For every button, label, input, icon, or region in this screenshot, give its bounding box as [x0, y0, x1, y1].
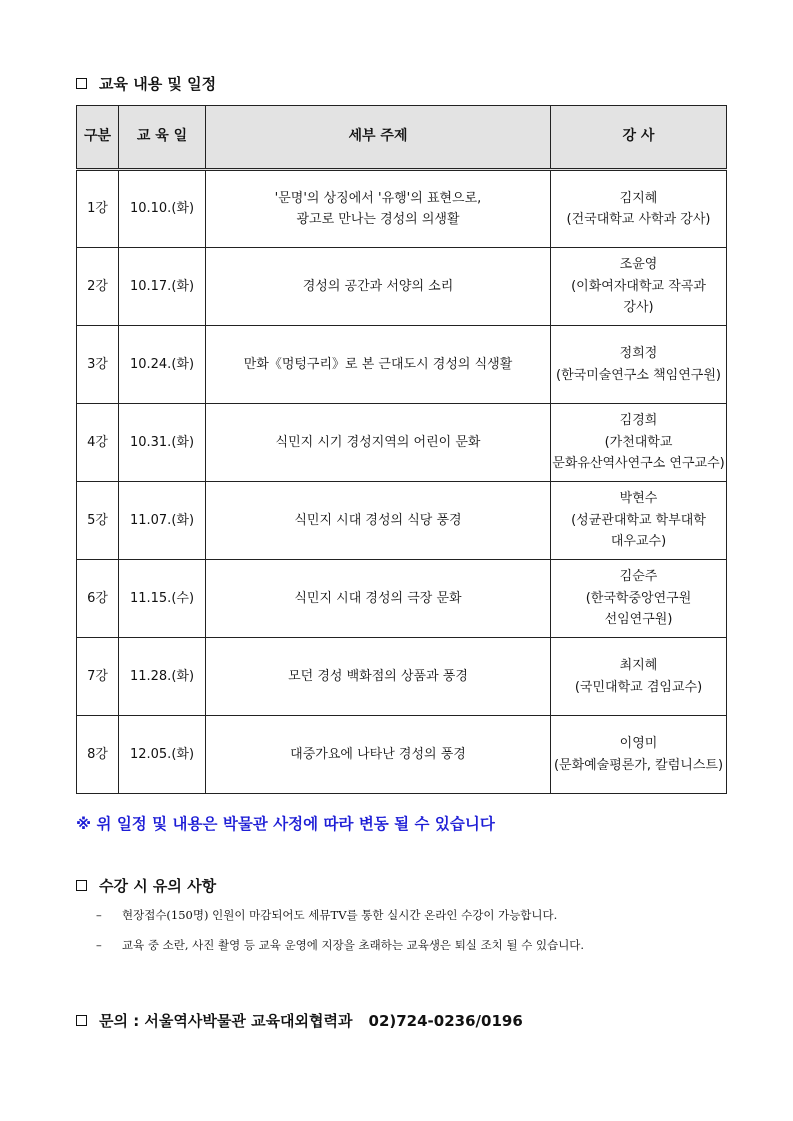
cell-date: 11.28.(화) — [119, 638, 206, 716]
cell-no: 7강 — [77, 638, 119, 716]
lecturer-line: 조윤영 — [619, 257, 658, 273]
lecturer-line: 김지혜 — [619, 190, 658, 206]
cell-no: 3강 — [77, 326, 119, 404]
cell-lecturer — [551, 326, 727, 404]
header-topic: 세부 주제 — [206, 106, 551, 170]
cell-no: 4강 — [77, 404, 119, 482]
cell-lecturer — [551, 560, 727, 638]
table-row — [77, 482, 727, 560]
notice-text: ※ 위 일정 및 내용은 박물관 사정에 따라 변동 될 수 있습니다 — [76, 815, 495, 833]
cell-no: 6강 — [77, 560, 119, 638]
cell-topic — [206, 638, 551, 716]
cautions-list — [96, 905, 584, 965]
checkbox-square-icon — [76, 880, 87, 891]
contact-phone: 02)724-0236/0196 — [368, 1011, 523, 1030]
lecturer-line: (문화예술평론가, 칼럼니스트) — [553, 757, 724, 773]
cell-no: 1강 — [77, 170, 119, 248]
cell-date: 11.15.(수) — [119, 560, 206, 638]
topic-line: 식민지 시기 경성지역의 어린이 문화 — [275, 434, 481, 450]
cell-lecturer — [551, 404, 727, 482]
lecturer-line: (한국학중앙연구원 — [585, 590, 692, 606]
table-row — [77, 560, 727, 638]
lecturer-line: 대우교수) — [610, 534, 667, 550]
topic-line: 모던 경성 백화점의 상품과 풍경 — [288, 668, 468, 684]
lecturer-line: 박현수 — [619, 491, 658, 507]
topic-line: 식민지 시대 경성의 식당 풍경 — [294, 512, 462, 528]
cell-no: 5강 — [77, 482, 119, 560]
cell-lecturer — [551, 248, 727, 326]
cell-topic — [206, 326, 551, 404]
cell-topic — [206, 248, 551, 326]
list-item — [96, 905, 584, 935]
topic-line: '문명'의 상징에서 '유행'의 표현으로, — [274, 190, 482, 206]
contact-heading — [76, 1010, 523, 1031]
cell-lecturer — [551, 638, 727, 716]
cell-topic — [206, 482, 551, 560]
topic-line: 식민지 시대 경성의 극장 문화 — [294, 590, 462, 606]
lecturer-line: 문화유산역사연구소 연구교수) — [552, 456, 725, 472]
lecturer-line: (한국미술연구소 책임연구원) — [556, 367, 721, 383]
lecturer-line: 강사) — [623, 300, 654, 316]
header-lecturer: 강 사 — [551, 106, 727, 170]
table-row — [77, 716, 727, 794]
table-row — [77, 248, 727, 326]
schedule-heading — [76, 73, 216, 94]
header-no: 구분 — [77, 106, 119, 170]
cell-topic — [206, 716, 551, 794]
header-date: 교 육 일 — [119, 106, 206, 170]
caution-text: 교육 중 소란, 사진 촬영 등 교육 운영에 지장을 초래하는 교육생은 퇴실 조치 될 수 있습니다. — [122, 938, 585, 952]
cautions-heading — [76, 875, 216, 896]
lecturer-line: (건국대학교 사학과 강사) — [566, 212, 711, 227]
cautions-heading-text: 수강 시 유의 사항 — [99, 877, 217, 895]
table-row — [77, 638, 727, 716]
lecturer-line: 김경희 — [619, 413, 658, 429]
lecturer-line: 이영미 — [619, 736, 658, 752]
cell-date: 11.07.(화) — [119, 482, 206, 560]
table-header-row — [77, 106, 727, 170]
list-item — [96, 935, 584, 965]
caution-text: 현장접수(150명) 인원이 마감되어도 세뮤TV를 통한 실시간 온라인 수강이 가능합니다. — [122, 908, 558, 922]
cell-date: 12.05.(화) — [119, 716, 206, 794]
cell-date: 10.10.(화) — [119, 170, 206, 248]
cell-lecturer — [551, 716, 727, 794]
topic-line: 만화《멍텅구리》로 본 근대도시 경성의 식생활 — [243, 356, 513, 372]
cell-topic — [206, 404, 551, 482]
table-row — [77, 404, 727, 482]
lecturer-line: 김순주 — [619, 569, 658, 585]
checkbox-square-icon — [76, 78, 87, 89]
lecturer-line: 선임연구원) — [604, 612, 673, 628]
lecturer-line: (이화여자대학교 작곡과 — [571, 278, 706, 294]
topic-line: 광고로 만나는 경성의 의생활 — [296, 212, 460, 227]
cell-no: 2강 — [77, 248, 119, 326]
dash-bullet: – — [96, 908, 102, 922]
lecturer-line: 최지혜 — [619, 658, 658, 674]
table-body — [77, 170, 727, 794]
cell-lecturer — [551, 482, 727, 560]
table-row — [77, 170, 727, 248]
cell-no: 8강 — [77, 716, 119, 794]
cell-date: 10.24.(화) — [119, 326, 206, 404]
topic-line: 대중가요에 나타난 경성의 풍경 — [290, 746, 466, 762]
topic-line: 경성의 공간과 서양의 소리 — [302, 278, 454, 294]
cell-date: 10.31.(화) — [119, 404, 206, 482]
cell-date: 10.17.(화) — [119, 248, 206, 326]
contact-label: 문의 : 서울역사박물관 교육대외협력과 — [99, 1012, 353, 1030]
cell-lecturer — [551, 170, 727, 248]
checkbox-square-icon — [76, 1015, 87, 1026]
dash-bullet: – — [96, 938, 102, 952]
lecturer-line: (가천대학교 — [604, 434, 673, 450]
lecturer-line: (국민대학교 겸임교수) — [574, 679, 703, 695]
schedule-heading-text: 교육 내용 및 일정 — [99, 75, 217, 93]
cell-topic — [206, 560, 551, 638]
schedule-table — [76, 105, 727, 794]
table-row — [77, 326, 727, 404]
lecturer-line: 정희정 — [619, 346, 658, 362]
cell-topic — [206, 170, 551, 248]
lecturer-line: (성균관대학교 학부대학 — [571, 512, 706, 528]
